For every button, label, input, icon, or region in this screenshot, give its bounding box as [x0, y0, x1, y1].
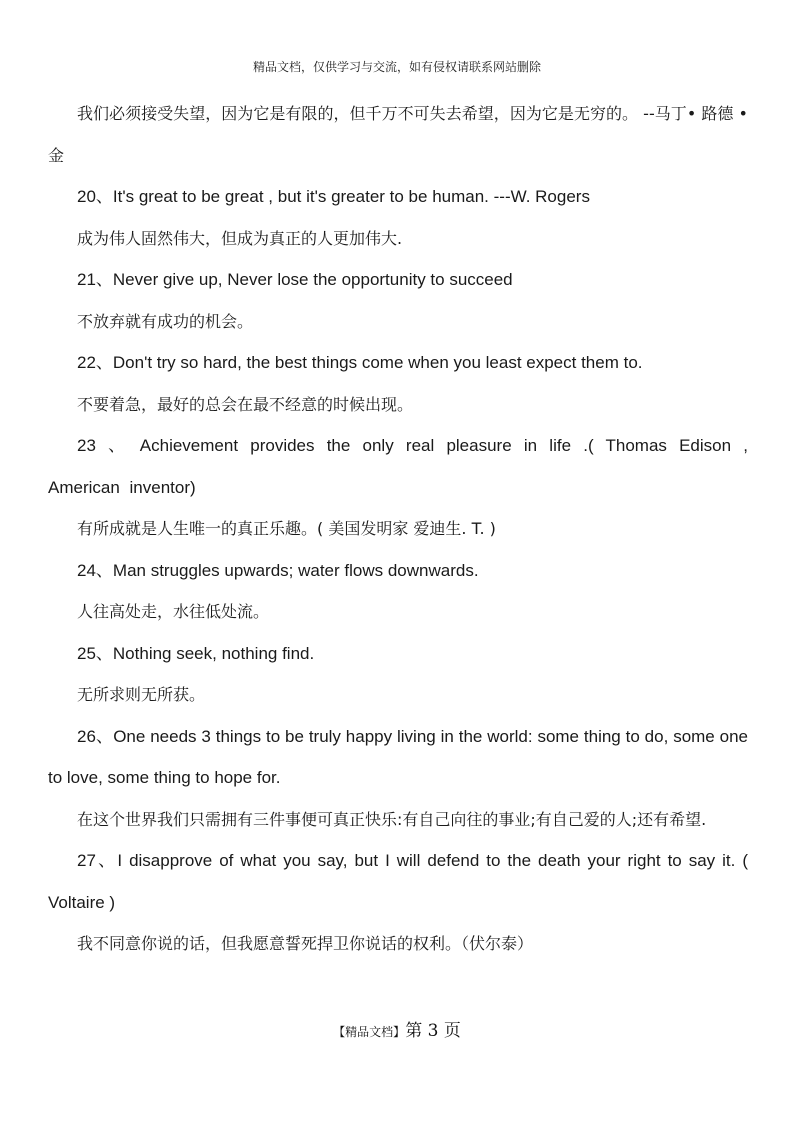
quote-24-en: 24、Man struggles upwards; water flows downwards. — [77, 560, 479, 580]
quote-20-cn: 成为伟人固然伟大，但成为真正的人更加伟大. — [77, 228, 403, 248]
quote-20-en: 20、It's great to be great , but it's greater to be human. ---W. Rogers — [77, 187, 590, 206]
quote-23-cn: 有所成就是人生唯一的真正乐趣。( 美国发明家 爱迪生. T. ) — [77, 519, 496, 538]
page-header: 精品文档，仅供学习与交流，如有侵权请联系网站删除 — [252, 60, 541, 74]
quote-27-cn: 我不同意你说的话，但我愿意誓死捍卫你说话的权利。（伏尔泰） — [77, 934, 534, 953]
footer-tag: 【精品文档】 — [333, 1025, 406, 1039]
quote-mlk-cn: 我们必须接受失望，因为它是有限的，但千万不可失去希望，因为它是无穷的。 --马丁• 路德 • 金 — [48, 104, 748, 165]
quote-23-en: 23 、 Achievement provides the only real pleasure in life .( Thomas Edison , American inventor) — [48, 436, 748, 497]
page-suffix: 页 — [443, 1021, 461, 1041]
quote-22-cn: 不要着急，最好的总会在最不经意的时候出现。 — [77, 394, 414, 414]
quote-21-en: 21、Never give up, Never lose the opportunity to succeed — [77, 270, 513, 289]
quote-26-cn: 在这个世界我们只需拥有三件事便可真正快乐:有自己向往的事业;有自己爱的人;还有希望. — [77, 809, 707, 829]
document-body — [48, 93, 748, 965]
quote-21-cn: 不放弃就有成功的机会。 — [77, 311, 254, 331]
quote-25-cn: 无所求则无所获。 — [77, 685, 206, 704]
quote-24-cn: 人往高处走，水往低处流。 — [77, 602, 270, 621]
quote-25-en: 25、Nothing seek, nothing find. — [77, 643, 315, 663]
quote-26-en: 26、One needs 3 things to be truly happy living in the world: some thing to do, some one to love, some thing to hope for. — [48, 726, 748, 787]
page-prefix: 第 — [405, 1021, 423, 1041]
page-footer — [0, 1016, 794, 1041]
quote-22-en: 22、Don't try so hard, the best things come when you least expect them to. — [77, 353, 643, 372]
quote-27-en: 27、I disapprove of what you say, but I will defend to the death your right to say it. ( Voltaire ) — [48, 851, 748, 912]
page-number: 3 — [427, 1021, 439, 1041]
